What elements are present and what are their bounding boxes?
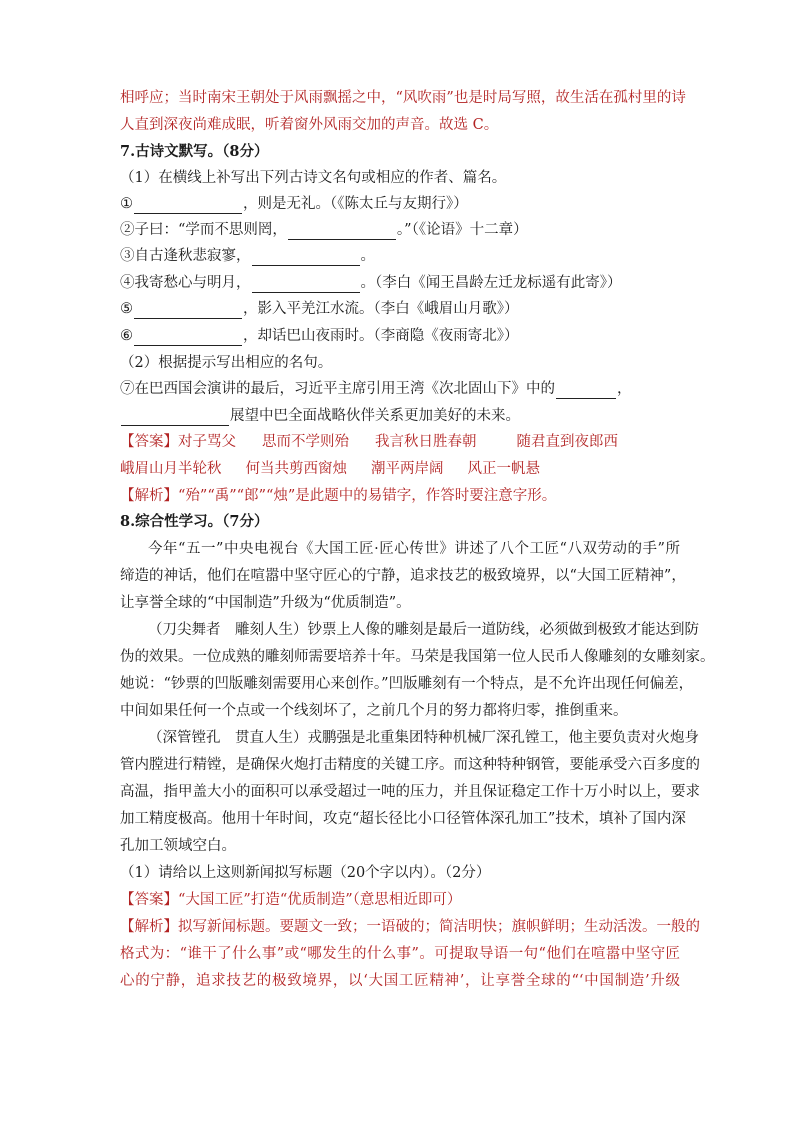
fill-item-4 — [120, 273, 622, 293]
answer-item: 峨眉山月半轮秋 — [120, 461, 222, 477]
answer-item: 我言秋日胜春朝 — [375, 434, 477, 450]
paragraph-line: 今年“五一”中央电视台《大国工匠·匠心传世》讲述了八个工匠“八双劳动的手”所 — [148, 541, 680, 557]
question-7-part-1: （1）在横线上补写出下列古诗文名句或相应的作者、篇名。 — [120, 170, 507, 186]
item-text: ③自古逢秋悲寂寥， — [120, 248, 251, 264]
item-text: 。 — [360, 248, 375, 264]
item-number: ⑥ — [120, 328, 133, 344]
explanation-line — [120, 486, 556, 506]
fill-item-1 — [120, 194, 468, 214]
item-text: ④我寄愁心与明月， — [120, 275, 251, 291]
answer-blank[interactable] — [134, 330, 242, 346]
answer-line — [120, 890, 461, 910]
answer-blank[interactable] — [556, 383, 616, 399]
paragraph-line: 中间如果任何一个点或一个线刻坏了，之前几个月的努力都将归零，推倒重来。 — [120, 703, 628, 719]
question-7-part-2: （2）根据提示写出相应的名句。 — [120, 355, 333, 371]
answer-item: 思而不学则殆 — [262, 434, 349, 450]
explanation-tag: 【解析】 — [120, 488, 178, 504]
item-text: 。”（《论语》十二章） — [396, 222, 528, 238]
answer-blank[interactable] — [252, 277, 360, 293]
item-number: ① — [120, 196, 133, 212]
explanation-tag: 【解析】 — [120, 919, 178, 935]
paragraph-line: 加工精度极高。他用十年时间，攻克“超长径比小口径管体深孔加工”技术，填补了国内深 — [120, 811, 686, 827]
paragraph-line: 管内膛进行精镗，是确保火炮打击精度的关键工序。而这种特种钢管，要能承受六百多度的 — [120, 757, 700, 773]
item-text: 。（李白《闻王昌龄左迁龙标遥有此寄》） — [360, 275, 622, 291]
answer-text: “大国工匠”打造“优质制造”（意思相近即可） — [178, 892, 462, 908]
fill-item-6 — [120, 326, 519, 346]
answer-line — [120, 432, 618, 452]
item-text: ， — [617, 381, 632, 397]
answer-item: 何当共剪西窗烛 — [245, 461, 347, 477]
fill-item-2 — [120, 220, 528, 240]
answer-blank[interactable] — [134, 198, 242, 214]
answer-tag: 【答案】 — [120, 892, 178, 908]
explanation-line — [120, 917, 700, 937]
question-8-part-1: （1）请给以上这则新闻拟写标题（20个字以内）。（2分） — [120, 865, 491, 881]
paragraph-line: （刀尖舞者 雕刻人生）钞票上人像的雕刻是最后一道防线，必须做到极致才能达到防 — [148, 622, 699, 638]
analysis-text-line: 相呼应；当时南宋王朝处于风雨飘摇之中，“风吹雨”也是时局写照，故生活在孤村里的诗 — [120, 90, 686, 106]
answer-item: 对子骂父 — [178, 434, 236, 450]
item-text: ，却话巴山夜雨时。（李商隐《夜雨寄北》） — [243, 328, 519, 344]
explanation-text: “殆”“禹”“郎”“烛”是此题中的易错字，作答时要注意字形。 — [178, 488, 557, 504]
paragraph-line: （深管镗孔 贯直人生）戎鹏强是北重集团特种机械厂深孔镗工，他主要负责对火炮身 — [148, 730, 699, 746]
question-8-title: 8.综合性学习。（7分） — [120, 513, 269, 530]
answer-blank[interactable] — [252, 250, 360, 266]
analysis-text-line: 人直到深夜尚难成眠，听着窗外风雨交加的声音。故选 C。 — [120, 117, 499, 133]
answer-line — [120, 459, 540, 479]
paragraph-line: 让享誉全球的“中国制造”升级为“优质制造”。 — [120, 595, 411, 611]
answer-item: 随君直到夜郎西 — [516, 434, 618, 450]
fill-item-7-cont — [120, 406, 520, 426]
answer-blank[interactable] — [288, 224, 396, 240]
paragraph-line: 孔加工领域空白。 — [120, 838, 236, 854]
fill-item-7 — [120, 379, 632, 399]
paragraph-line: 她说：“钞票的凹版雕刻需要用心来创作。”凹版雕刻有一个特点，是不允许出现任何偏差， — [120, 676, 694, 692]
paragraph-line: 缔造的神话，他们在喧嚣中坚守匠心的宁静，追求技艺的极致境界，以“大国工匠精神”， — [120, 568, 686, 584]
item-text: ②子曰：“学而不思则罔， — [120, 222, 287, 238]
fill-item-3 — [120, 246, 375, 266]
answer-tag: 【答案】 — [120, 434, 178, 450]
paragraph-line: 高温，指甲盖大小的面积可以承受超过一吨的压力，并且保证稳定工作十万小时以上，要求 — [120, 784, 700, 800]
explanation-line: 格式为：“谁干了什么事”或“哪发生的什么事”。可提取导语一句“他们在喧嚣中坚守匠 — [120, 946, 680, 962]
explanation-line: 心的宁静，追求技艺的极致境界，以‘大国工匠精神’，让享誉全球的“‘中国制造’升级 — [120, 973, 680, 989]
item-text: ，则是无礼。（《陈太丘与友期行》） — [243, 196, 468, 212]
item-text: 展望中巴全面战略伙伴关系更加美好的未来。 — [230, 408, 520, 424]
paragraph-line: 伪的效果。一位成熟的雕刻师需要培养十年。马荣是我国第一位人民币人像雕刻的女雕刻家。 — [120, 649, 715, 665]
item-number: ⑤ — [120, 301, 133, 317]
item-text: ⑦在巴西国会演讲的最后，习近平主席引用王湾《次北固山下》中的 — [120, 381, 555, 397]
answer-item: 风正一帆悬 — [467, 461, 540, 477]
fill-item-5 — [120, 299, 519, 319]
answer-item: 潮平两岸阔 — [371, 461, 444, 477]
question-7-title: 7.古诗文默写。（8分） — [120, 143, 269, 160]
explanation-text: 拟写新闻标题。要题文一致；一语破的；简洁明快；旗帜鲜明；生动活泼。一般的 — [178, 919, 700, 935]
answer-blank[interactable] — [134, 303, 242, 319]
answer-blank[interactable] — [121, 410, 229, 426]
item-text: ，影入平羌江水流。（李白《峨眉山月歌》） — [243, 301, 519, 317]
